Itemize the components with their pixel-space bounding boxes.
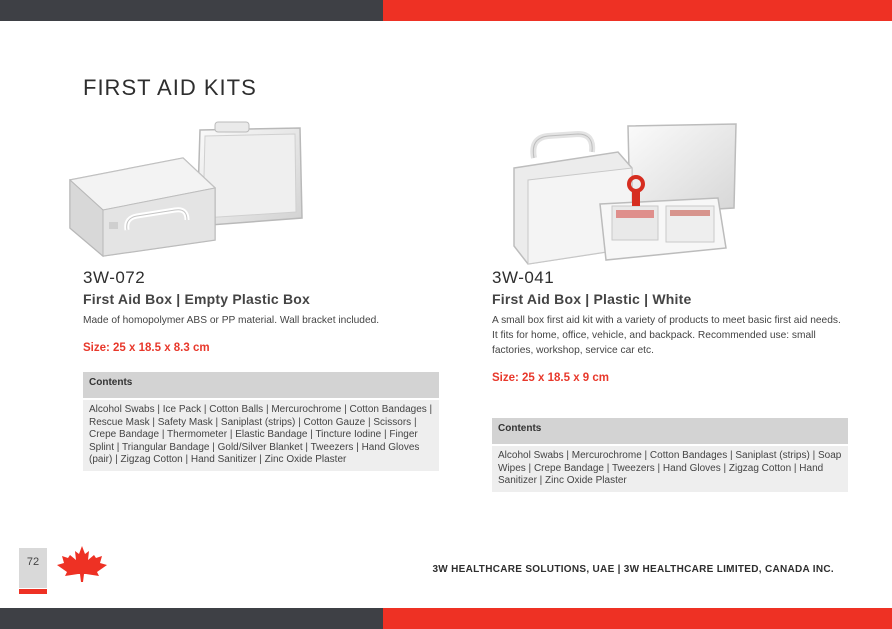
page-number-accent <box>19 589 47 594</box>
contents-header: Contents <box>492 418 848 444</box>
page-number: 72 <box>26 556 40 568</box>
page-title: FIRST AID KITS <box>83 75 257 100</box>
product-image-empty-plastic-box <box>83 118 439 268</box>
bottom-bar-dark-segment <box>0 608 383 629</box>
bottom-bar-red-segment <box>383 608 892 629</box>
product-name: First Aid Box | Empty Plastic Box <box>83 291 311 307</box>
product-image-plastic-white-kit <box>492 118 848 268</box>
contents-list: Alcohol Swabs | Ice Pack | Cotton Balls | Mercurochrome | Cotton Bandages | Rescue Mask | Safety Mask | Saniplast (strips) | Cotton Gauze | Scissors | Crepe Bandage | Thermometer | Elastic Bandage | Tincture Iodine | Finger Splint | Triangular Bandage | Gold/Silver Blanket | Tweezers | Hand Gloves (pair) | Zigzag Cotton | Hand Sanitizer | Zinc Oxide Plaster <box>83 400 439 471</box>
footer-company-text: 3W HEALTHCARE SOLUTIONS, UAE | 3W HEALTHCARE LIMITED, CANADA INC. <box>432 564 834 575</box>
maple-leaf-icon <box>56 545 108 588</box>
page-number-box <box>19 548 47 588</box>
product-size: Size: 25 x 18.5 x 9 cm <box>492 372 609 384</box>
product-description: A small box first aid kit with a variety of products to meet basic first aid needs. It fits for home, office, vehicle, and backpack. Recommended use: small factories, workshop, service car etc. <box>492 315 841 356</box>
product-size: Size: 25 x 18.5 x 8.3 cm <box>83 342 210 354</box>
top-bar-red-segment <box>383 0 892 21</box>
product-card-3w-072 <box>83 118 439 471</box>
contents-list: Alcohol Swabs | Mercurochrome | Cotton Bandages | Saniplast (strips) | Soap Wipes | Crepe Bandage | Tweezers | Hand Gloves | Zigzag Cotton | Hand Sanitizer | Zinc Oxide Plaster <box>492 446 848 492</box>
top-decorative-bar <box>0 0 892 21</box>
contents-header: Contents <box>83 372 439 398</box>
top-bar-dark-segment <box>0 0 383 21</box>
product-name: First Aid Box | Plastic | White <box>492 291 692 307</box>
product-card-3w-041 <box>492 118 848 492</box>
bottom-decorative-bar <box>0 608 892 629</box>
product-code: 3W-072 <box>83 268 146 287</box>
product-code: 3W-041 <box>492 268 555 287</box>
product-description: Made of homopolymer ABS or PP material. Wall bracket included. <box>83 315 380 326</box>
